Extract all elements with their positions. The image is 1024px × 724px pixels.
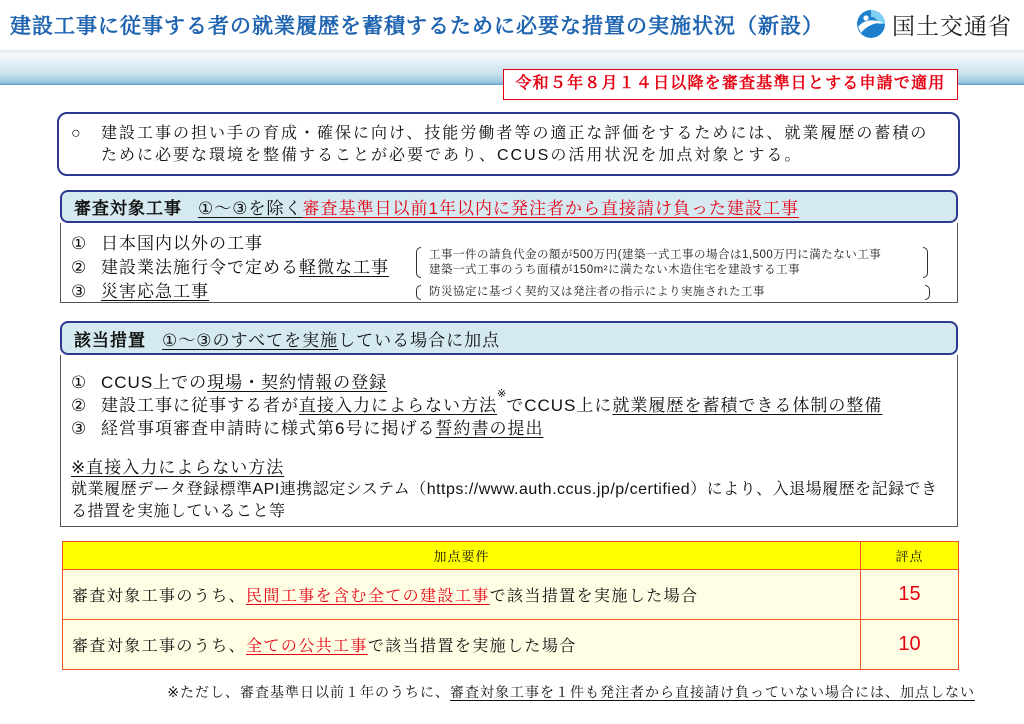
column-header-score: 評点 bbox=[861, 542, 959, 570]
requirement-suffix: で該当措置を実施した場合 bbox=[367, 638, 577, 655]
page-title: 建設工事に従事する者の就業履歴を蓄積するために必要な措置の実施状況（新設） bbox=[10, 15, 824, 38]
exclusion-number: ③ bbox=[71, 282, 88, 301]
measures-body bbox=[60, 355, 958, 527]
measure-text: CCUS上での bbox=[101, 373, 208, 392]
note-bracket-right bbox=[923, 247, 928, 278]
requirement-prefix: 審査対象工事のうち、 bbox=[72, 588, 247, 605]
intro-text: 建設工事の担い手の育成・確保に向け、技能労働者等の適正な評価をするためには、就業履歴の蓄積のために必要な環境を整備することが必要であり、CCUSの活用状況を加点対象とする。 bbox=[101, 125, 929, 164]
effective-date-notice: 令和５年８月１４日以降を審査基準日とする申請で適用 bbox=[503, 69, 958, 100]
intro-box bbox=[57, 112, 960, 176]
measures-label: 該当措置 bbox=[74, 330, 146, 350]
measure-item bbox=[71, 388, 957, 417]
target-works-label: 審査対象工事 bbox=[74, 199, 182, 218]
organization-name: 国土交通省 bbox=[892, 12, 1012, 39]
measure-text-underlined: 就業履歴を蓄積できる体制の整備 bbox=[612, 396, 883, 415]
table-row bbox=[63, 620, 959, 670]
requirement-cell bbox=[63, 620, 861, 670]
footnote-text: ※ただし、審査基準日以前１年のうちに、 bbox=[167, 684, 450, 700]
requirement-cell bbox=[63, 570, 861, 620]
score-cell: 10 bbox=[861, 620, 959, 670]
measure-text: 経営事項審査申請時に様式第6号に掲げる bbox=[101, 419, 436, 438]
measure-item bbox=[71, 417, 957, 440]
measure-number: ① bbox=[71, 373, 88, 392]
target-works-exclusions bbox=[60, 223, 958, 303]
exclusion-note: 工事一件の請負代金の額が500万円(建築一式工事の場合は1,500万円に満たない工事 bbox=[429, 249, 882, 261]
exclusion-text-underlined: 軽微な工事 bbox=[299, 258, 389, 277]
requirement-highlight: 全ての公共工事 bbox=[246, 638, 368, 655]
table-header-row bbox=[63, 542, 959, 570]
mlit-logo-icon bbox=[856, 9, 886, 39]
exclusion-text-underlined: 災害応急工事 bbox=[101, 282, 209, 301]
scoring-table bbox=[62, 541, 959, 670]
target-works-definition: 審査基準日以前1年以内に発注者から直接請け負った建設工事 bbox=[302, 199, 799, 218]
exclusion-note: 建築一式工事のうち面積が150m²に満たない木造住宅を建設する工事 bbox=[429, 264, 801, 276]
footnote bbox=[167, 682, 975, 702]
intro-bullet: ○ bbox=[71, 125, 81, 142]
exclusion-number: ① bbox=[71, 234, 88, 253]
measure-text: 建設工事に従事する者が bbox=[101, 396, 299, 415]
measure-text-underlined: 直接入力によらない方法 bbox=[299, 396, 497, 415]
score-cell: 15 bbox=[861, 570, 959, 620]
footnote-mark: ※ bbox=[497, 388, 507, 400]
target-works-header bbox=[60, 190, 958, 223]
exclusion-number: ② bbox=[71, 258, 88, 277]
target-works-exception: ①～③を除く bbox=[198, 199, 303, 218]
method-note-text: 就業履歴データ登録標準API連携認定システム（https://www.auth.ccus.jp/p/certified）により、入退場履歴を記録できる措置を実施していること等 bbox=[71, 481, 938, 520]
requirement-highlight: 民間工事を含む全ての建設工事 bbox=[246, 588, 490, 605]
requirement-suffix: で該当措置を実施した場合 bbox=[489, 588, 699, 605]
measure-text-underlined: 誓約書の提出 bbox=[435, 419, 544, 438]
exclusion-text: 日本国内以外の工事 bbox=[101, 234, 263, 253]
measure-text: でCCUS上に bbox=[506, 396, 613, 415]
measures-condition-rest: している場合に加点 bbox=[338, 330, 501, 350]
table-row bbox=[63, 570, 959, 620]
requirement-prefix: 審査対象工事のうち、 bbox=[72, 638, 247, 655]
measure-text-underlined: 現場・契約情報の登録 bbox=[207, 373, 388, 392]
measure-item bbox=[71, 371, 957, 394]
measures-header bbox=[60, 321, 958, 355]
measures-condition: ①～③のすべてを実施 bbox=[162, 330, 339, 350]
exclusion-text: 建設業法施行令で定める bbox=[101, 258, 299, 277]
organization-logo bbox=[856, 7, 1012, 41]
footnote-text-underlined: 審査対象工事を１件も発注者から直接請け負っていない場合には、加点しない bbox=[450, 684, 975, 700]
column-header-requirement: 加点要件 bbox=[63, 542, 861, 570]
note-bracket-left bbox=[416, 285, 421, 300]
exclusion-note: 防災協定に基づく契約又は発注者の指示により実施された工事 bbox=[429, 286, 765, 298]
measure-number: ② bbox=[71, 396, 88, 415]
measure-number: ③ bbox=[71, 419, 88, 438]
note-bracket-left bbox=[416, 247, 421, 278]
method-note-heading: ※直接入力によらない方法 bbox=[71, 458, 285, 477]
